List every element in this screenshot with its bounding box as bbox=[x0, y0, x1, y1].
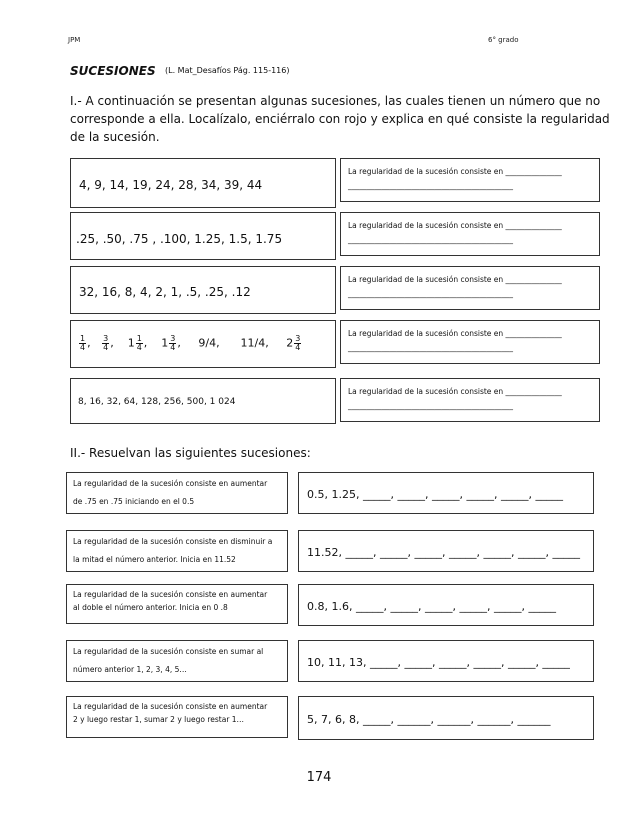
whole-part: 1 bbox=[161, 336, 169, 350]
answer-line: ____________________________________________ bbox=[348, 343, 513, 352]
whole-part: 1 bbox=[127, 336, 135, 350]
instruction-line: corresponde a ella. Localízalo, enciérralo con rojo y explica en qué consiste la regularidad bbox=[70, 112, 610, 126]
regularity-label: La regularidad de la sucesión consiste en _______________ bbox=[348, 329, 562, 338]
regularity-label: La regularidad de la sucesión consiste en _______________ bbox=[348, 275, 562, 284]
regularity-label: La regularidad de la sucesión consiste en _______________ bbox=[348, 167, 562, 176]
answer-box-2[interactable] bbox=[298, 530, 594, 572]
page-title: SUCESIONES bbox=[70, 64, 156, 78]
answer-line: ____________________________________________ bbox=[348, 181, 513, 190]
answer-line: ____________________________________________ bbox=[348, 289, 513, 298]
sequence-answer: 5, 7, 6, 8, _____, ______, ______, ______, ______ bbox=[307, 713, 551, 726]
rule-line: La regularidad de la sucesión consiste en disminuir a bbox=[73, 537, 273, 546]
rule-box-1 bbox=[66, 472, 288, 514]
instruction-line: de la sucesión. bbox=[70, 130, 160, 144]
answer-box-1[interactable] bbox=[298, 472, 594, 514]
rule-line: La regularidad de la sucesión consiste en aumentar bbox=[73, 590, 268, 599]
sequence-answer: 0.5, 1.25, _____, _____, _____, _____, _____, _____ bbox=[307, 488, 563, 501]
rule-line: La regularidad de la sucesión consiste en aumentar bbox=[73, 479, 268, 488]
rule-line: 2 y luego restar 1, sumar 2 y luego restar 1… bbox=[73, 715, 245, 724]
regularity-box-3[interactable] bbox=[340, 266, 600, 310]
fraction: $\frac{1}{4}$ bbox=[136, 334, 142, 352]
answer-box-4[interactable] bbox=[298, 640, 594, 682]
rule-box-2 bbox=[66, 530, 288, 572]
sequence-box-4 bbox=[70, 320, 336, 368]
sequence-box-5 bbox=[70, 378, 336, 424]
sequence-answer: 0.8, 1.6, _____, _____, _____, _____, _____, _____ bbox=[307, 600, 556, 613]
answer-box-3[interactable] bbox=[298, 584, 594, 626]
rule-box-3 bbox=[66, 584, 288, 624]
sequence-box-1 bbox=[70, 158, 336, 208]
regularity-box-1[interactable] bbox=[340, 158, 600, 202]
sequence-answer: 10, 11, 13, _____, _____, _____, _____, _____, _____ bbox=[307, 656, 570, 669]
section2-instruction: II.- Resuelvan las siguientes sucesiones: bbox=[70, 446, 311, 460]
rule-line: número anterior 1, 2, 3, 4, 5… bbox=[73, 665, 187, 674]
sequence-answer: 11.52, _____, _____, _____, _____, _____, _____, _____ bbox=[307, 546, 580, 559]
page-number: 174 bbox=[306, 770, 332, 785]
sequence-box-3 bbox=[70, 266, 336, 314]
book-reference: (L. Mat_Desafíos Pág. 115-116) bbox=[165, 66, 290, 75]
sequence-4: $\frac{1}{4}$ , $\frac{3}{4}$ , 1 $\frac{1}{4}$ , 1 $\frac{3}{4}$ , 9/4, 11/4, 2 $\frac{3}{4}$ bbox=[80, 334, 301, 352]
regularity-box-4[interactable] bbox=[340, 320, 600, 364]
instruction-line: I.- A continuación se presentan algunas sucesiones, las cuales tienen un número que no bbox=[70, 94, 601, 108]
fraction: $\frac{1}{4}$ bbox=[80, 334, 86, 352]
regularity-box-2[interactable] bbox=[340, 212, 600, 256]
answer-box-5[interactable] bbox=[298, 696, 594, 740]
rule-line: La regularidad de la sucesión consiste en sumar al bbox=[73, 647, 264, 656]
rule-line: La regularidad de la sucesión consiste en aumentar bbox=[73, 702, 268, 711]
sequence-2: .25, .50, .75 , .100, 1.25, 1.5, 1.75 bbox=[76, 232, 283, 246]
regularity-box-5[interactable] bbox=[340, 378, 600, 422]
rule-box-5 bbox=[66, 696, 288, 738]
regularity-label: La regularidad de la sucesión consiste en _______________ bbox=[348, 221, 562, 230]
answer-line: ____________________________________________ bbox=[348, 401, 513, 410]
regularity-label: La regularidad de la sucesión consiste en _______________ bbox=[348, 387, 562, 396]
fraction: $\frac{3}{4}$ bbox=[295, 334, 301, 352]
rule-line: al doble el número anterior. Inicia en 0 .8 bbox=[73, 603, 228, 612]
sequence-1: 4, 9, 14, 19, 24, 28, 34, 39, 44 bbox=[79, 178, 263, 192]
rule-line: la mitad el número anterior. Inicia en 11.52 bbox=[73, 555, 236, 564]
answer-line: ____________________________________________ bbox=[348, 235, 513, 244]
fraction: $\frac{3}{4}$ bbox=[170, 334, 176, 352]
rule-line: de .75 en .75 iniciando en el 0.5 bbox=[73, 497, 195, 506]
section1-instruction bbox=[70, 92, 610, 146]
sequence-5: 8, 16, 32, 64, 128, 256, 500, 1 024 bbox=[78, 397, 236, 407]
fraction: $\frac{3}{4}$ bbox=[103, 334, 109, 352]
header-right: 6° grado bbox=[488, 36, 519, 44]
header-left: JPM bbox=[68, 36, 81, 44]
rule-box-4 bbox=[66, 640, 288, 682]
fraction-tail: 9/4, 11/4, 2 bbox=[198, 336, 294, 350]
sequence-box-2 bbox=[70, 212, 336, 260]
sequence-3: 32, 16, 8, 4, 2, 1, .5, .25, .12 bbox=[79, 285, 251, 299]
